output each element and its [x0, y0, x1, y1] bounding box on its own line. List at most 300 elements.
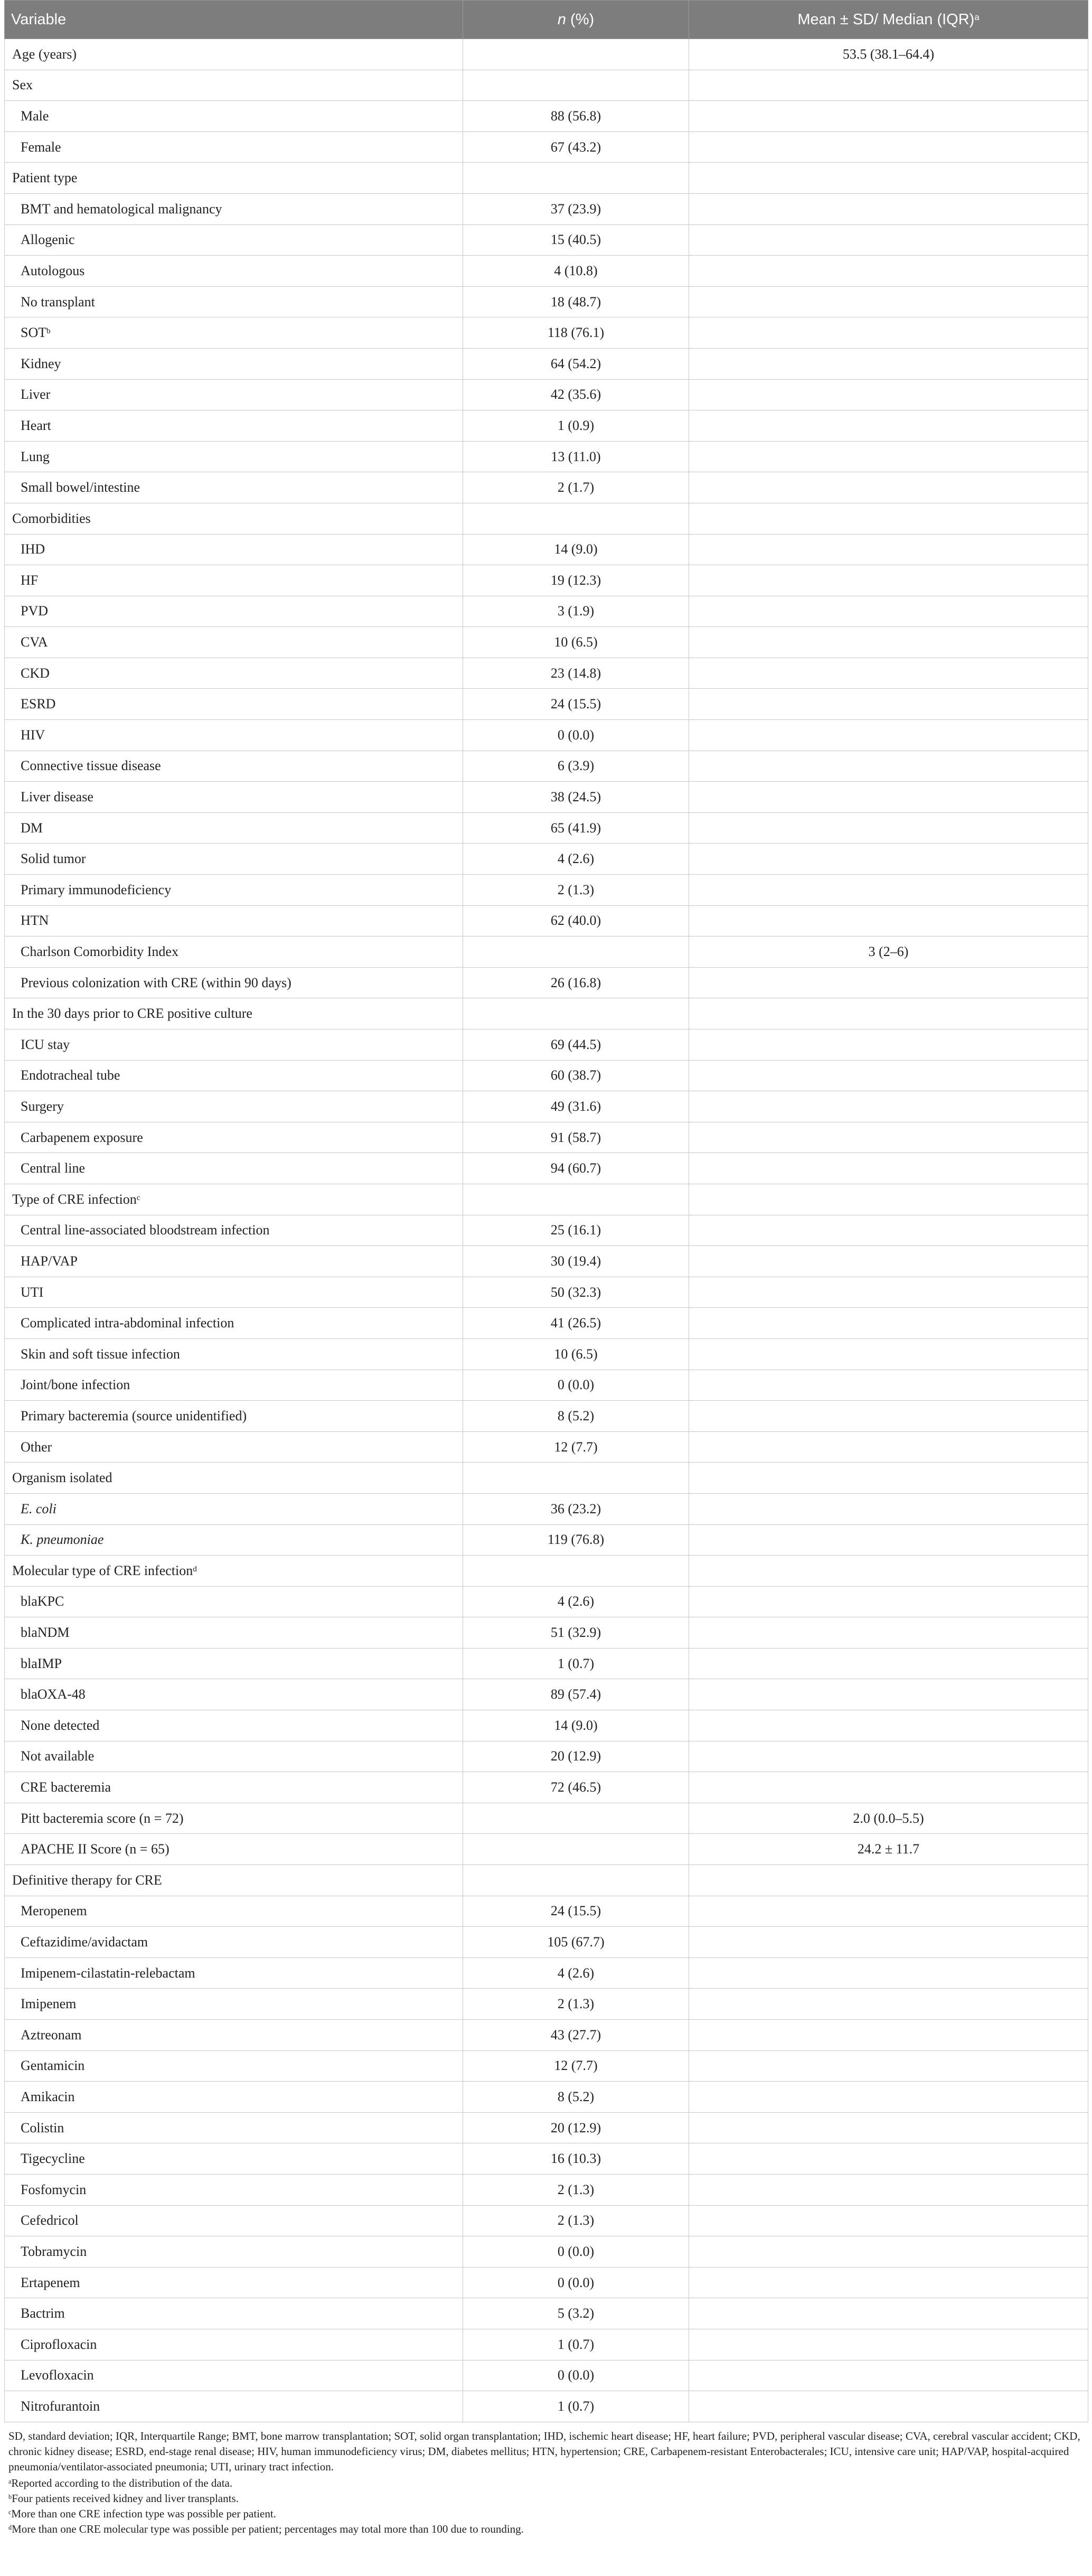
mean-median-cell [689, 2360, 1088, 2391]
mean-median-cell [689, 1772, 1088, 1803]
table-row [5, 1741, 1088, 1772]
n-percent-cell: 4 (10.8) [463, 256, 689, 287]
patient-characteristics-table [4, 0, 1088, 2422]
mean-median-cell: 2.0 (0.0–5.5) [689, 1803, 1088, 1834]
footnote-mark: d [8, 2524, 12, 2532]
variable-label: ESRD [21, 696, 56, 712]
table-row [5, 2020, 1088, 2051]
table-row [5, 1277, 1088, 1308]
n-percent-cell: 91 (58.7) [463, 1122, 689, 1153]
n-percent-cell: 4 (2.6) [463, 844, 689, 875]
variable-cell [5, 2267, 463, 2298]
table-row [5, 1153, 1088, 1184]
mean-median-cell [689, 998, 1088, 1029]
mean-median-cell [689, 101, 1088, 132]
mean-median-cell [689, 627, 1088, 658]
table-row [5, 751, 1088, 782]
n-percent-cell [463, 1803, 689, 1834]
table-row [5, 1648, 1088, 1679]
n-percent-cell: 36 (23.2) [463, 1493, 689, 1524]
variable-cell [5, 1091, 463, 1122]
section-row [5, 163, 1088, 194]
variable-cell [5, 1586, 463, 1617]
variable-label: Age (years) [12, 46, 77, 62]
n-percent-cell: 20 (12.9) [463, 1741, 689, 1772]
footnote-mark: b [8, 2493, 12, 2501]
mean-median-cell [689, 658, 1088, 689]
variable-label: E. coli [21, 1501, 57, 1516]
table-row [5, 1803, 1088, 1834]
mean-median-cell [689, 286, 1088, 317]
variable-label: IHD [21, 541, 45, 557]
n-percent-cell [463, 998, 689, 1029]
footnote [8, 2522, 1084, 2537]
n-percent-cell: 1 (0.7) [463, 2391, 689, 2422]
n-percent-cell: 10 (6.5) [463, 627, 689, 658]
variable-label: Tigecycline [21, 2151, 85, 2167]
footnote [8, 2476, 1084, 2491]
header-row [5, 1, 1088, 39]
variable-cell [5, 317, 463, 349]
variable-cell [5, 1679, 463, 1710]
variable-label: None detected [21, 1717, 100, 1733]
variable-label: Cefedricol [21, 2213, 79, 2228]
n-percent-cell: 62 (40.0) [463, 905, 689, 936]
mean-median-cell [689, 844, 1088, 875]
footnote-mark: c [8, 2508, 12, 2516]
footnote-list [8, 2476, 1084, 2537]
variable-cell [5, 503, 463, 534]
mean-median-cell [689, 1463, 1088, 1494]
table-row [5, 2082, 1088, 2113]
variable-cell [5, 1246, 463, 1277]
table-header [5, 1, 1088, 39]
section-row [5, 1556, 1088, 1587]
table-row [5, 1493, 1088, 1524]
mean-median-cell [689, 751, 1088, 782]
variable-label: PVD [21, 603, 49, 619]
variable-cell [5, 1617, 463, 1648]
variable-cell [5, 2360, 463, 2391]
variable-cell [5, 998, 463, 1029]
variable-cell [5, 1524, 463, 1556]
n-percent-cell: 88 (56.8) [463, 101, 689, 132]
table-row [5, 936, 1088, 968]
mean-median-cell [689, 1493, 1088, 1524]
mean-median-cell [689, 2112, 1088, 2143]
n-percent-cell: 0 (0.0) [463, 720, 689, 751]
variable-cell [5, 441, 463, 472]
mean-median-cell [689, 348, 1088, 379]
mean-median-cell [689, 1215, 1088, 1246]
mean-median-cell [689, 2174, 1088, 2205]
variable-cell [5, 70, 463, 101]
mean-median-cell [689, 1556, 1088, 1587]
variable-cell [5, 2050, 463, 2082]
variable-cell [5, 751, 463, 782]
table-row [5, 472, 1088, 503]
variable-label: Type of CRE infection [12, 1191, 137, 1207]
header-footnote-mark: a [974, 12, 980, 22]
n-percent-cell [463, 1834, 689, 1865]
table-row [5, 1679, 1088, 1710]
table-row [5, 565, 1088, 596]
table-row [5, 2360, 1088, 2391]
table-row [5, 1122, 1088, 1153]
mean-median-cell [689, 782, 1088, 813]
mean-median-cell [689, 70, 1088, 101]
n-percent-cell: 6 (3.9) [463, 751, 689, 782]
variable-cell [5, 1338, 463, 1370]
variable-cell [5, 905, 463, 936]
variable-label: Not available [21, 1748, 95, 1764]
n-percent-cell: 0 (0.0) [463, 2360, 689, 2391]
n-percent-cell: 12 (7.7) [463, 1431, 689, 1463]
n-percent-cell: 14 (9.0) [463, 534, 689, 565]
mean-median-cell [689, 1710, 1088, 1741]
n-percent-cell: 50 (32.3) [463, 1277, 689, 1308]
variable-label: Sex [12, 77, 33, 93]
n-percent-cell [463, 936, 689, 968]
table-row [5, 224, 1088, 256]
variable-cell [5, 286, 463, 317]
variable-cell [5, 1710, 463, 1741]
variable-cell [5, 1957, 463, 1989]
variable-cell [5, 1556, 463, 1587]
variable-cell [5, 224, 463, 256]
variable-label: Imipenem [21, 1996, 77, 2012]
variable-label: Patient type [12, 170, 78, 186]
n-percent-cell: 8 (5.2) [463, 2082, 689, 2113]
mean-median-cell [689, 2267, 1088, 2298]
footnote-text: Four patients received kidney and liver transplants. [12, 2491, 239, 2505]
variable-cell [5, 782, 463, 813]
table-container [4, 0, 1088, 2537]
variable-cell [5, 1989, 463, 2020]
variable-label: Ertapenem [21, 2274, 80, 2290]
footnote-mark: b [46, 327, 51, 336]
table-row [5, 1401, 1088, 1432]
variable-cell [5, 348, 463, 379]
mean-median-cell [689, 1896, 1088, 1927]
n-percent-cell: 60 (38.7) [463, 1060, 689, 1091]
table-row [5, 2267, 1088, 2298]
table-row [5, 2112, 1088, 2143]
n-percent-cell: 26 (16.8) [463, 967, 689, 998]
table-row [5, 812, 1088, 844]
mean-median-cell [689, 2082, 1088, 2113]
n-percent-cell: 20 (12.9) [463, 2112, 689, 2143]
footnote-text: Reported according to the distribution of the data. [11, 2476, 233, 2489]
header-n-label: n [557, 11, 566, 28]
variable-cell [5, 875, 463, 906]
table-row [5, 720, 1088, 751]
variable-label: Carbapenem exposure [21, 1129, 143, 1145]
table-row [5, 1338, 1088, 1370]
table-row [5, 1308, 1088, 1339]
table-row [5, 441, 1088, 472]
variable-label: APACHE II Score (n = 65) [21, 1841, 170, 1857]
table-row [5, 410, 1088, 442]
mean-median-cell [689, 2050, 1088, 2082]
variable-cell [5, 163, 463, 194]
variable-cell [5, 2112, 463, 2143]
variable-label: Complicated intra-abdominal infection [21, 1315, 234, 1331]
variable-label: blaIMP [21, 1655, 62, 1671]
variable-cell [5, 472, 463, 503]
mean-median-cell [689, 1679, 1088, 1710]
variable-cell [5, 2020, 463, 2051]
mean-median-cell [689, 2391, 1088, 2422]
variable-cell [5, 410, 463, 442]
mean-median-cell [689, 317, 1088, 349]
table-row [5, 658, 1088, 689]
variable-label: HAP/VAP [21, 1253, 78, 1269]
n-percent-cell [463, 163, 689, 194]
mean-median-cell [689, 1122, 1088, 1153]
variable-label: Tobramycin [21, 2243, 87, 2259]
variable-label: HTN [21, 913, 49, 929]
variable-cell [5, 1060, 463, 1091]
variable-label: CKD [21, 665, 50, 681]
section-row [5, 70, 1088, 101]
mean-median-cell [689, 1524, 1088, 1556]
variable-cell [5, 2174, 463, 2205]
mean-median-cell [689, 2298, 1088, 2329]
variable-label: Small bowel/intestine [21, 480, 140, 495]
mean-median-cell [689, 2020, 1088, 2051]
n-percent-cell: 41 (26.5) [463, 1308, 689, 1339]
variable-cell [5, 1741, 463, 1772]
section-row [5, 1184, 1088, 1215]
table-row [5, 101, 1088, 132]
variable-label: Organism isolated [12, 1470, 112, 1486]
variable-cell [5, 1184, 463, 1215]
variable-label: No transplant [21, 294, 95, 310]
variable-label: Liver disease [21, 789, 93, 805]
variable-label: Previous colonization with CRE (within 90 days) [21, 975, 291, 990]
mean-median-cell [689, 256, 1088, 287]
n-percent-cell: 2 (1.7) [463, 472, 689, 503]
section-row [5, 503, 1088, 534]
variable-cell [5, 1401, 463, 1432]
variable-cell [5, 1029, 463, 1061]
table-row [5, 2236, 1088, 2268]
mean-median-cell [689, 1060, 1088, 1091]
variable-cell [5, 812, 463, 844]
variable-label: Heart [21, 417, 51, 433]
variable-label: Meropenem [21, 1903, 87, 1919]
n-percent-cell [463, 503, 689, 534]
n-percent-cell: 65 (41.9) [463, 812, 689, 844]
n-percent-cell: 16 (10.3) [463, 2143, 689, 2175]
variable-label: Bactrim [21, 2306, 65, 2321]
table-row [5, 1834, 1088, 1865]
footnote [8, 2491, 1084, 2506]
n-percent-cell: 30 (19.4) [463, 1246, 689, 1277]
table-row [5, 2329, 1088, 2360]
table-row [5, 1060, 1088, 1091]
mean-median-cell [689, 163, 1088, 194]
variable-cell [5, 1648, 463, 1679]
table-row [5, 627, 1088, 658]
variable-cell [5, 1277, 463, 1308]
variable-label: Charlson Comorbidity Index [21, 944, 178, 960]
n-percent-cell [463, 1556, 689, 1587]
variable-cell [5, 1493, 463, 1524]
n-percent-cell: 0 (0.0) [463, 1370, 689, 1401]
variable-cell [5, 1153, 463, 1184]
variable-cell [5, 1463, 463, 1494]
mean-median-cell [689, 1308, 1088, 1339]
table-row [5, 1957, 1088, 1989]
n-percent-cell: 105 (67.7) [463, 1927, 689, 1958]
mean-median-cell [689, 1617, 1088, 1648]
section-row [5, 39, 1088, 70]
n-percent-cell: 72 (46.5) [463, 1772, 689, 1803]
n-percent-cell: 1 (0.7) [463, 1648, 689, 1679]
variable-label: Male [21, 108, 49, 124]
n-percent-cell [463, 1463, 689, 1494]
variable-label: HF [21, 572, 39, 588]
variable-label: Aztreonam [21, 2027, 82, 2043]
table-row [5, 317, 1088, 349]
n-percent-cell: 2 (1.3) [463, 2174, 689, 2205]
table-row [5, 2174, 1088, 2205]
variable-label: BMT and hematological malignancy [21, 201, 222, 217]
variable-cell [5, 2143, 463, 2175]
mean-median-cell [689, 2236, 1088, 2268]
abbreviations-note: SD, standard deviation; IQR, Interquartile Range; BMT, bone marrow transplantation; SOT, solid organ transplantation; IHD, ischemic heart disease; HF, heart failure; PVD, peripheral vascular disease; CVA, cerebral vascular accident; CKD, chronic kidney disease; ESRD, end-stage renal disease; HIV, human immunodeficiency virus; DM, diabetes mellitus; HTN, hypertension; CRE, Carbapenem-resistant Enterobacterales; ICU, intensive care unit; HAP/VAP, hospital-acquired pneumonia/ventilator-associated pneumonia; UTI, urinary tract infection. [8, 2429, 1080, 2473]
table-row [5, 875, 1088, 906]
n-percent-cell: 24 (15.5) [463, 689, 689, 720]
variable-label: Solid tumor [21, 851, 86, 867]
table-row [5, 2298, 1088, 2329]
n-percent-cell: 2 (1.3) [463, 1989, 689, 2020]
variable-label: Central line [21, 1160, 86, 1176]
mean-median-cell [689, 224, 1088, 256]
table-row [5, 132, 1088, 163]
variable-label: ICU stay [21, 1036, 70, 1052]
variable-cell [5, 256, 463, 287]
mean-median-cell [689, 875, 1088, 906]
variable-label: Allogenic [21, 232, 75, 248]
table-row [5, 1927, 1088, 1958]
variable-cell [5, 132, 463, 163]
mean-median-cell [689, 565, 1088, 596]
variable-cell [5, 2082, 463, 2113]
n-percent-cell: 119 (76.8) [463, 1524, 689, 1556]
table-body [5, 39, 1088, 2422]
mean-median-cell [689, 812, 1088, 844]
variable-label: Levofloxacin [21, 2367, 94, 2383]
mean-median-cell [689, 596, 1088, 627]
n-percent-cell: 10 (6.5) [463, 1338, 689, 1370]
variable-cell [5, 627, 463, 658]
n-percent-cell: 8 (5.2) [463, 1401, 689, 1432]
n-percent-cell: 23 (14.8) [463, 658, 689, 689]
mean-median-cell [689, 1091, 1088, 1122]
n-percent-cell: 0 (0.0) [463, 2236, 689, 2268]
variable-cell [5, 1772, 463, 1803]
n-percent-cell [463, 70, 689, 101]
variable-label: Kidney [21, 355, 61, 371]
n-percent-cell: 0 (0.0) [463, 2267, 689, 2298]
variable-label: Definitive therapy for CRE [12, 1872, 162, 1888]
table-row [5, 1896, 1088, 1927]
variable-label: Nitrofurantoin [21, 2398, 100, 2414]
n-percent-cell [463, 39, 689, 70]
variable-label: Liver [21, 387, 51, 402]
variable-label: K. pneumoniae [21, 1532, 104, 1548]
table-row [5, 2143, 1088, 2175]
n-percent-cell: 4 (2.6) [463, 1586, 689, 1617]
mean-median-cell [689, 1184, 1088, 1215]
table-row [5, 689, 1088, 720]
variable-cell [5, 39, 463, 70]
mean-median-cell [689, 1277, 1088, 1308]
n-percent-cell: 42 (35.6) [463, 379, 689, 410]
table-row [5, 1710, 1088, 1741]
table-row [5, 1431, 1088, 1463]
n-percent-cell: 24 (15.5) [463, 1896, 689, 1927]
table-row [5, 1772, 1088, 1803]
variable-cell [5, 1834, 463, 1865]
n-percent-cell: 18 (48.7) [463, 286, 689, 317]
table-row [5, 967, 1088, 998]
n-percent-cell: 38 (24.5) [463, 782, 689, 813]
section-row [5, 1865, 1088, 1896]
variable-cell [5, 1431, 463, 1463]
variable-label: Joint/bone infection [21, 1377, 130, 1393]
variable-label: Comorbidities [12, 510, 91, 526]
variable-cell [5, 193, 463, 224]
n-percent-cell: 15 (40.5) [463, 224, 689, 256]
variable-cell [5, 379, 463, 410]
variable-label: Ciprofloxacin [21, 2336, 97, 2352]
mean-median-cell [689, 410, 1088, 442]
table-row [5, 1246, 1088, 1277]
section-row [5, 1463, 1088, 1494]
section-row [5, 998, 1088, 1029]
variable-label: Molecular type of CRE infection [12, 1562, 193, 1578]
table-row [5, 1524, 1088, 1556]
n-percent-cell [463, 1184, 689, 1215]
mean-median-cell [689, 689, 1088, 720]
mean-median-cell [689, 1741, 1088, 1772]
variable-cell [5, 1927, 463, 1958]
footnote [8, 2506, 1084, 2522]
variable-cell [5, 534, 463, 565]
variable-label: Ceftazidime/avidactam [21, 1934, 148, 1950]
mean-median-cell [689, 1246, 1088, 1277]
mean-median-cell [689, 193, 1088, 224]
variable-label: Colistin [21, 2120, 64, 2135]
n-percent-cell: 89 (57.4) [463, 1679, 689, 1710]
n-percent-cell: 69 (44.5) [463, 1029, 689, 1061]
variable-label: CRE bacteremia [21, 1779, 111, 1795]
table-row [5, 905, 1088, 936]
variable-label: Female [21, 139, 61, 155]
mean-median-cell: 3 (2–6) [689, 936, 1088, 968]
variable-label: Endotracheal tube [21, 1067, 120, 1083]
n-percent-cell: 25 (16.1) [463, 1215, 689, 1246]
variable-label: Skin and soft tissue infection [21, 1346, 180, 1362]
n-percent-cell: 67 (43.2) [463, 132, 689, 163]
variable-cell [5, 565, 463, 596]
footnote-text: More than one CRE molecular type was possible per patient; percentages may total more than 100 due to rounding. [12, 2522, 524, 2535]
mean-median-cell [689, 1153, 1088, 1184]
